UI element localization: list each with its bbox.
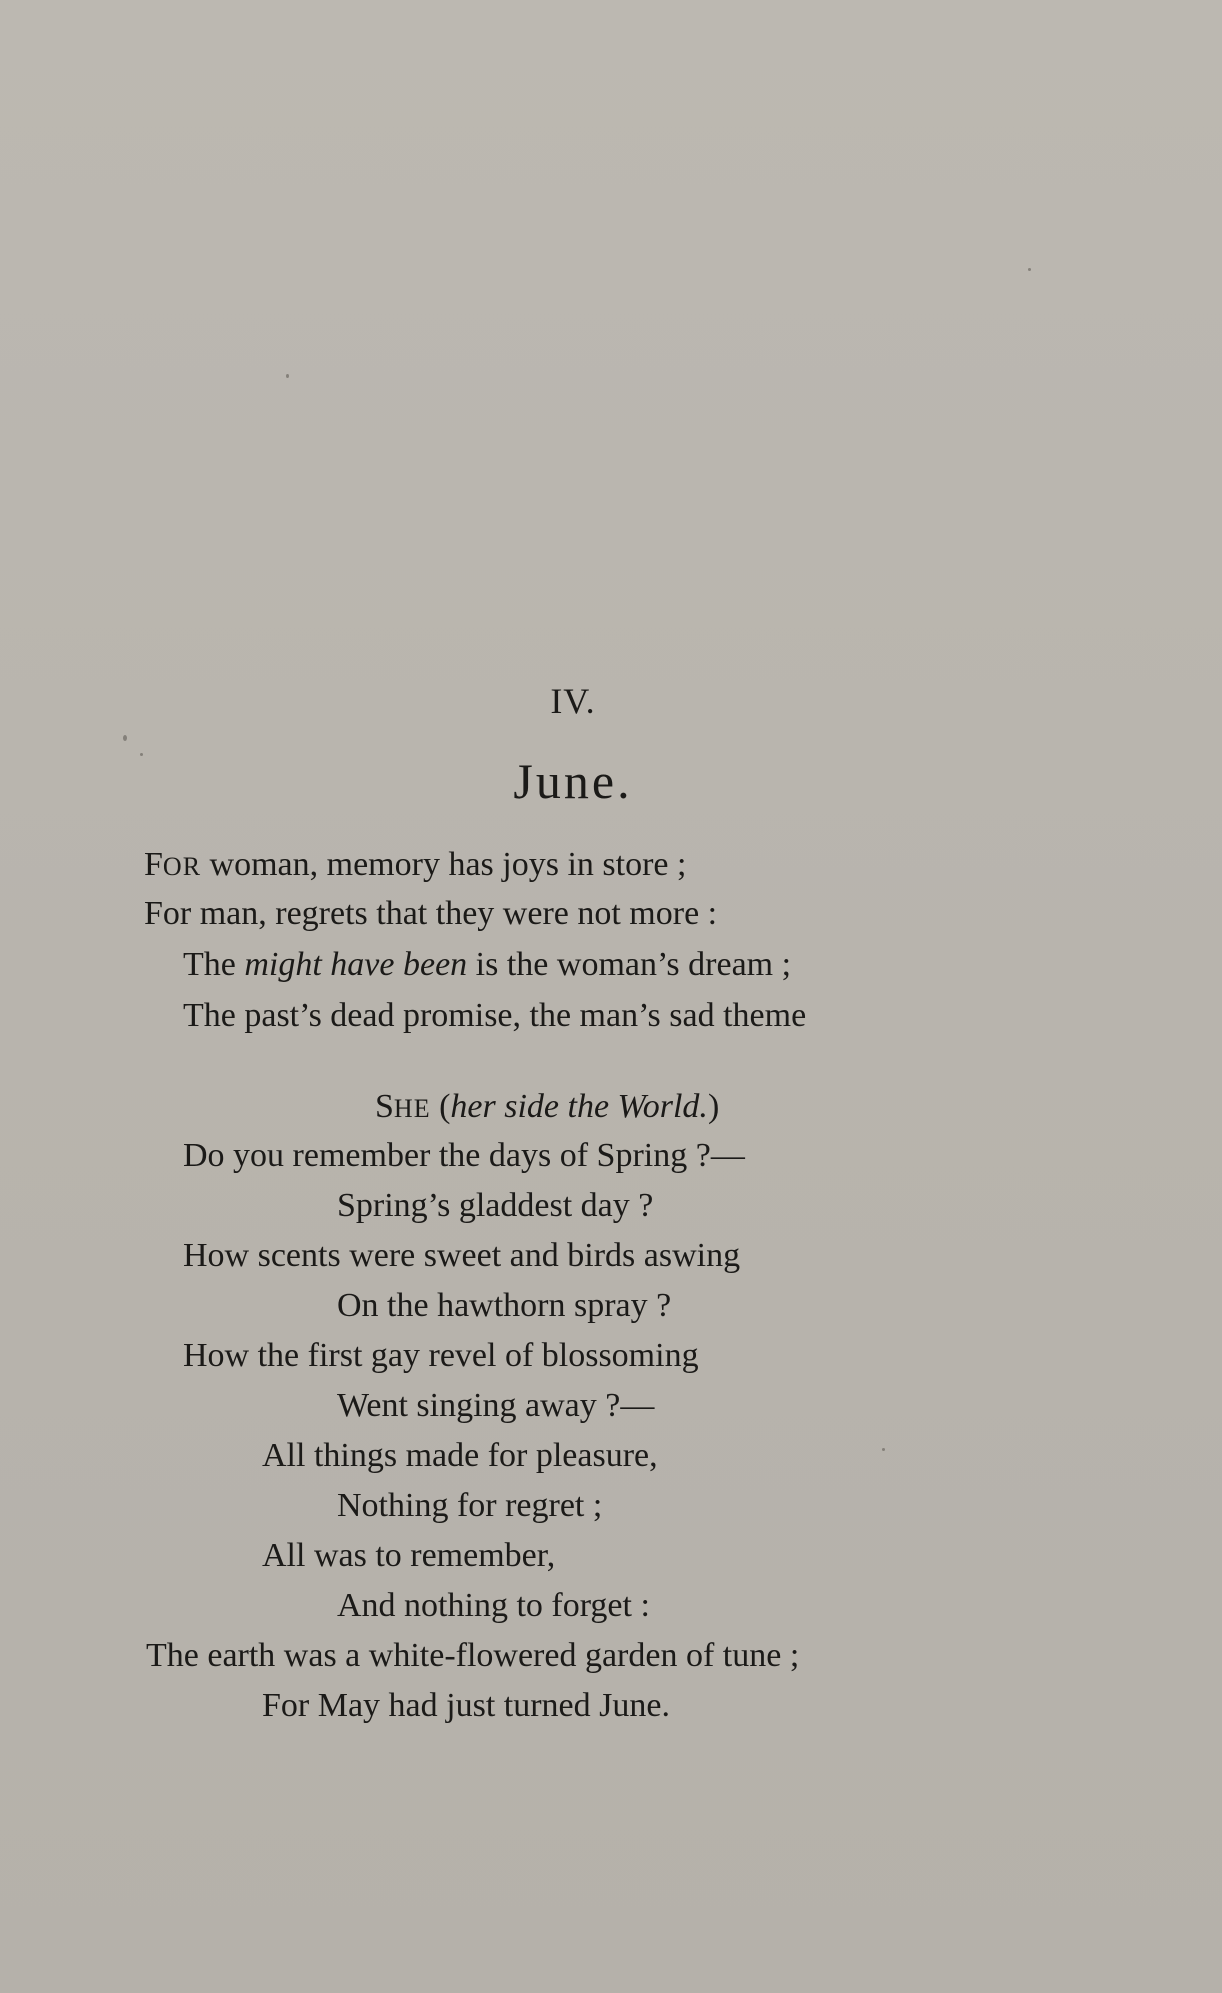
paper-speck — [286, 374, 289, 378]
intro-line-3-before: The — [183, 946, 245, 983]
stanza-line: Do you remember the days of Spring ?— — [183, 1137, 745, 1174]
stanza-line: How the first gay revel of blossoming — [183, 1337, 699, 1374]
poem-title: June. — [513, 753, 633, 809]
stanza-line: Went singing away ?— — [337, 1387, 655, 1424]
speaker-initial: S — [375, 1088, 394, 1125]
stanza-line: Spring’s gladdest day ? — [337, 1187, 654, 1224]
stanza-line: And nothing to forget : — [337, 1587, 650, 1624]
stanza-line: The earth was a white-flowered garden of tune ; — [146, 1637, 800, 1674]
stanza-line: For May had just turned June. — [262, 1687, 670, 1724]
stanza-line: On the hawthorn spray ? — [337, 1287, 672, 1324]
intro-line-2: For man, regrets that they were not more : — [144, 895, 718, 932]
intro-line-3-italic: might have been — [244, 946, 468, 983]
speaker-rest: HE — [393, 1094, 431, 1123]
intro-line-1 — [144, 848, 686, 882]
stanza-line: All things made for pleasure, — [262, 1437, 658, 1474]
speaker-heading — [375, 1090, 719, 1124]
small-caps-initial: F — [144, 846, 163, 883]
stanza-line: How scents were sweet and birds aswing — [183, 1237, 741, 1274]
stanza-line: All was to remember, — [262, 1537, 556, 1574]
intro-line-3-after: is the woman’s dream ; — [467, 946, 792, 983]
small-caps-rest: OR — [162, 852, 202, 881]
paper-speck — [1028, 268, 1031, 271]
intro-line-1-text: woman, memory has joys in store ; — [201, 846, 687, 883]
paper-speck — [882, 1448, 885, 1451]
intro-line-3 — [183, 948, 791, 982]
speaker-side: her side the World. — [450, 1088, 708, 1125]
speaker-close-paren: ) — [707, 1088, 720, 1125]
section-number: IV. — [550, 681, 596, 721]
intro-line-4: The past’s dead promise, the man’s sad theme — [183, 997, 807, 1034]
speaker-open-paren: ( — [430, 1088, 451, 1125]
paper-speck — [123, 735, 127, 741]
stanza-line: Nothing for regret ; — [337, 1487, 603, 1524]
